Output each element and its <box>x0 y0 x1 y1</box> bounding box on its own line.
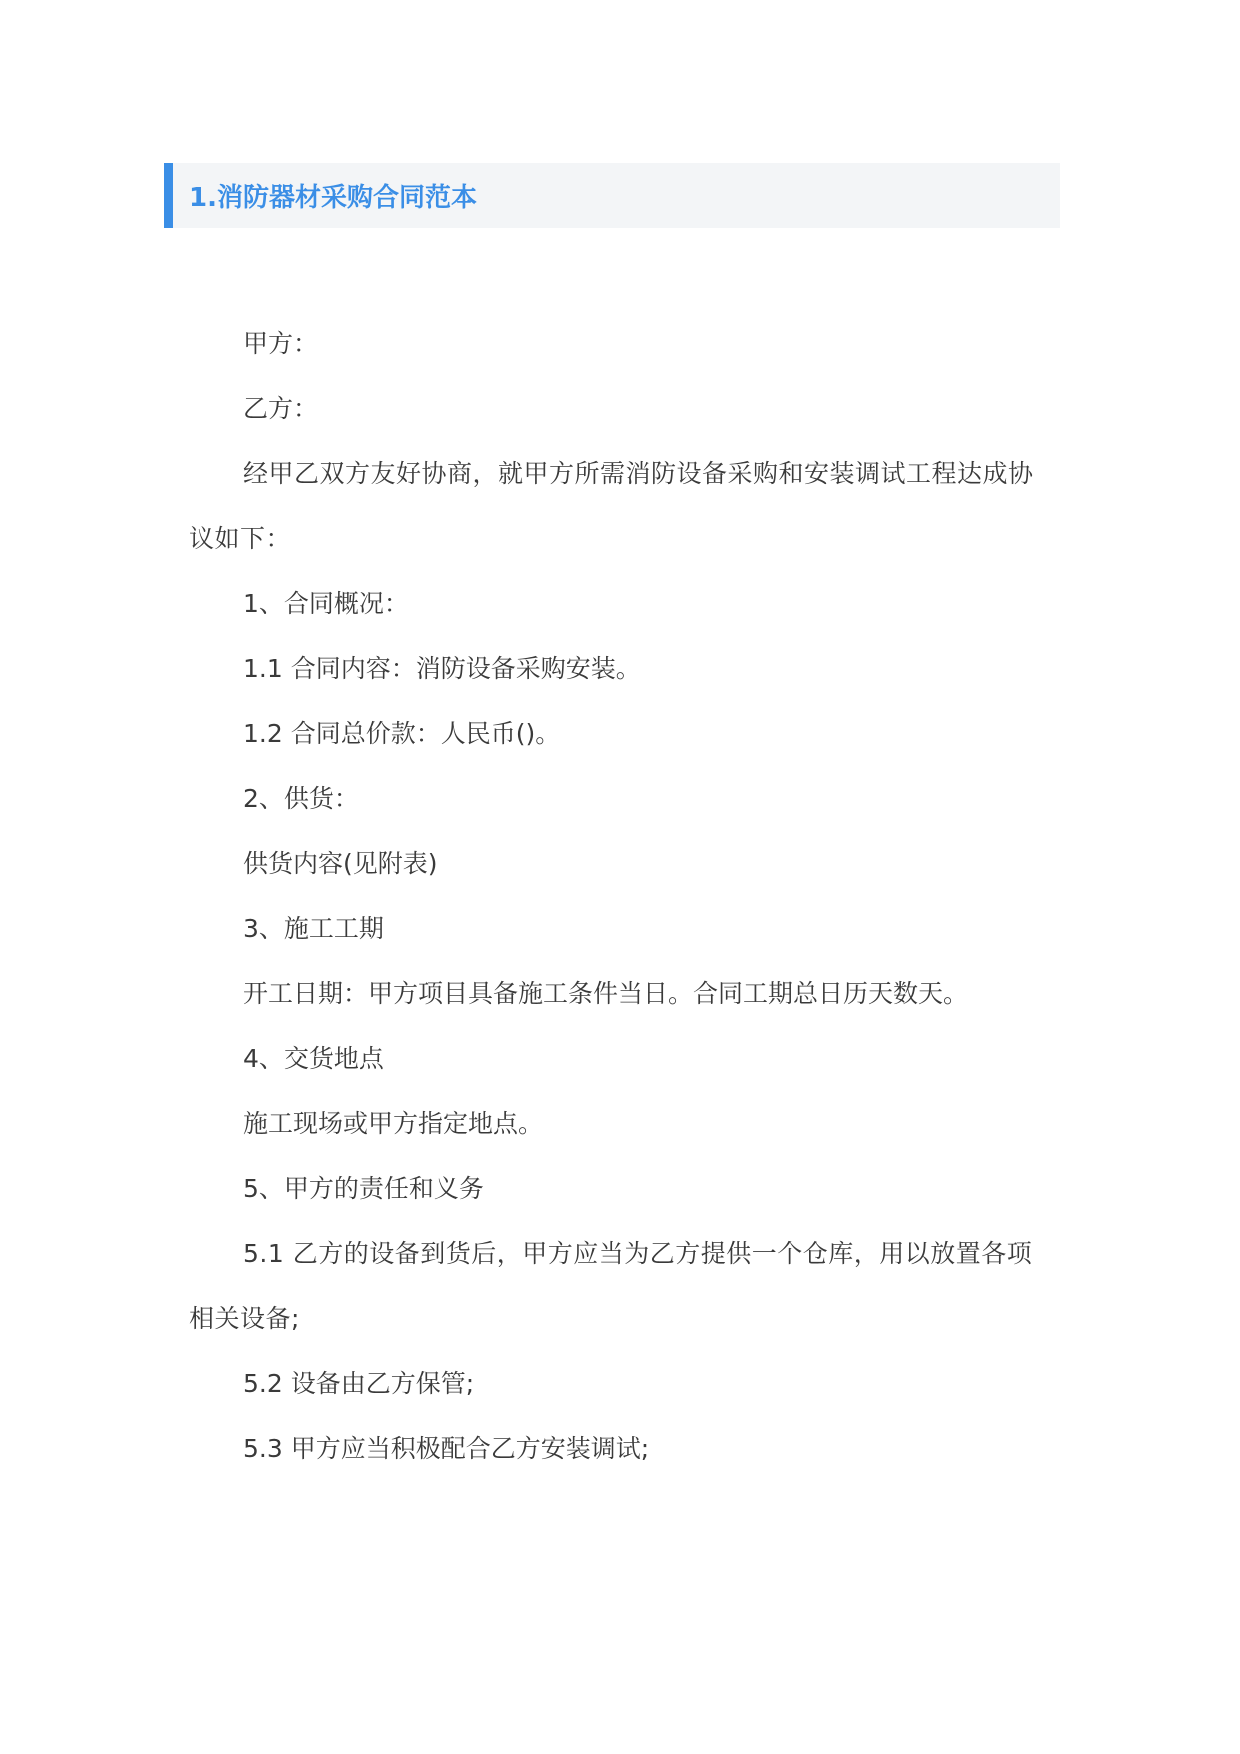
clause-5-1: 5.1 乙方的设备到货后，甲方应当为乙方提供一个仓库，用以放置各项相关设备; <box>189 1239 1033 1333</box>
party-a-line: 甲方： <box>243 329 319 358</box>
clause-1-1: 1.1 合同内容：消防设备采购安装。 <box>243 654 641 683</box>
clause-1-2: 1.2 合同总价款：人民币()。 <box>243 719 561 748</box>
intro-paragraph: 经甲乙双方友好协商，就甲方所需消防设备采购和安装调试工程达成协议如下： <box>189 459 1034 553</box>
section-heading <box>164 163 1060 228</box>
clause-5-2: 5.2 设备由乙方保管; <box>243 1369 475 1398</box>
heading-title: 1.消防器材采购合同范本 <box>189 183 477 213</box>
contract-body <box>189 311 1049 1481</box>
section-3-content: 开工日期：甲方项目具备施工条件当日。合同工期总日历天数天。 <box>243 979 969 1008</box>
section-2-title: 2、供货： <box>243 784 359 813</box>
clause-5-3: 5.3 甲方应当积极配合乙方安装调试; <box>243 1434 650 1463</box>
section-2-content: 供货内容(见附表) <box>243 849 438 878</box>
section-4-content: 施工现场或甲方指定地点。 <box>243 1109 544 1138</box>
section-3-title: 3、施工工期 <box>243 914 384 943</box>
section-5-title: 5、甲方的责任和义务 <box>243 1174 484 1203</box>
section-4-title: 4、交货地点 <box>243 1044 384 1073</box>
section-1-title: 1、合同概况： <box>243 589 409 618</box>
party-b-line: 乙方： <box>243 394 319 423</box>
